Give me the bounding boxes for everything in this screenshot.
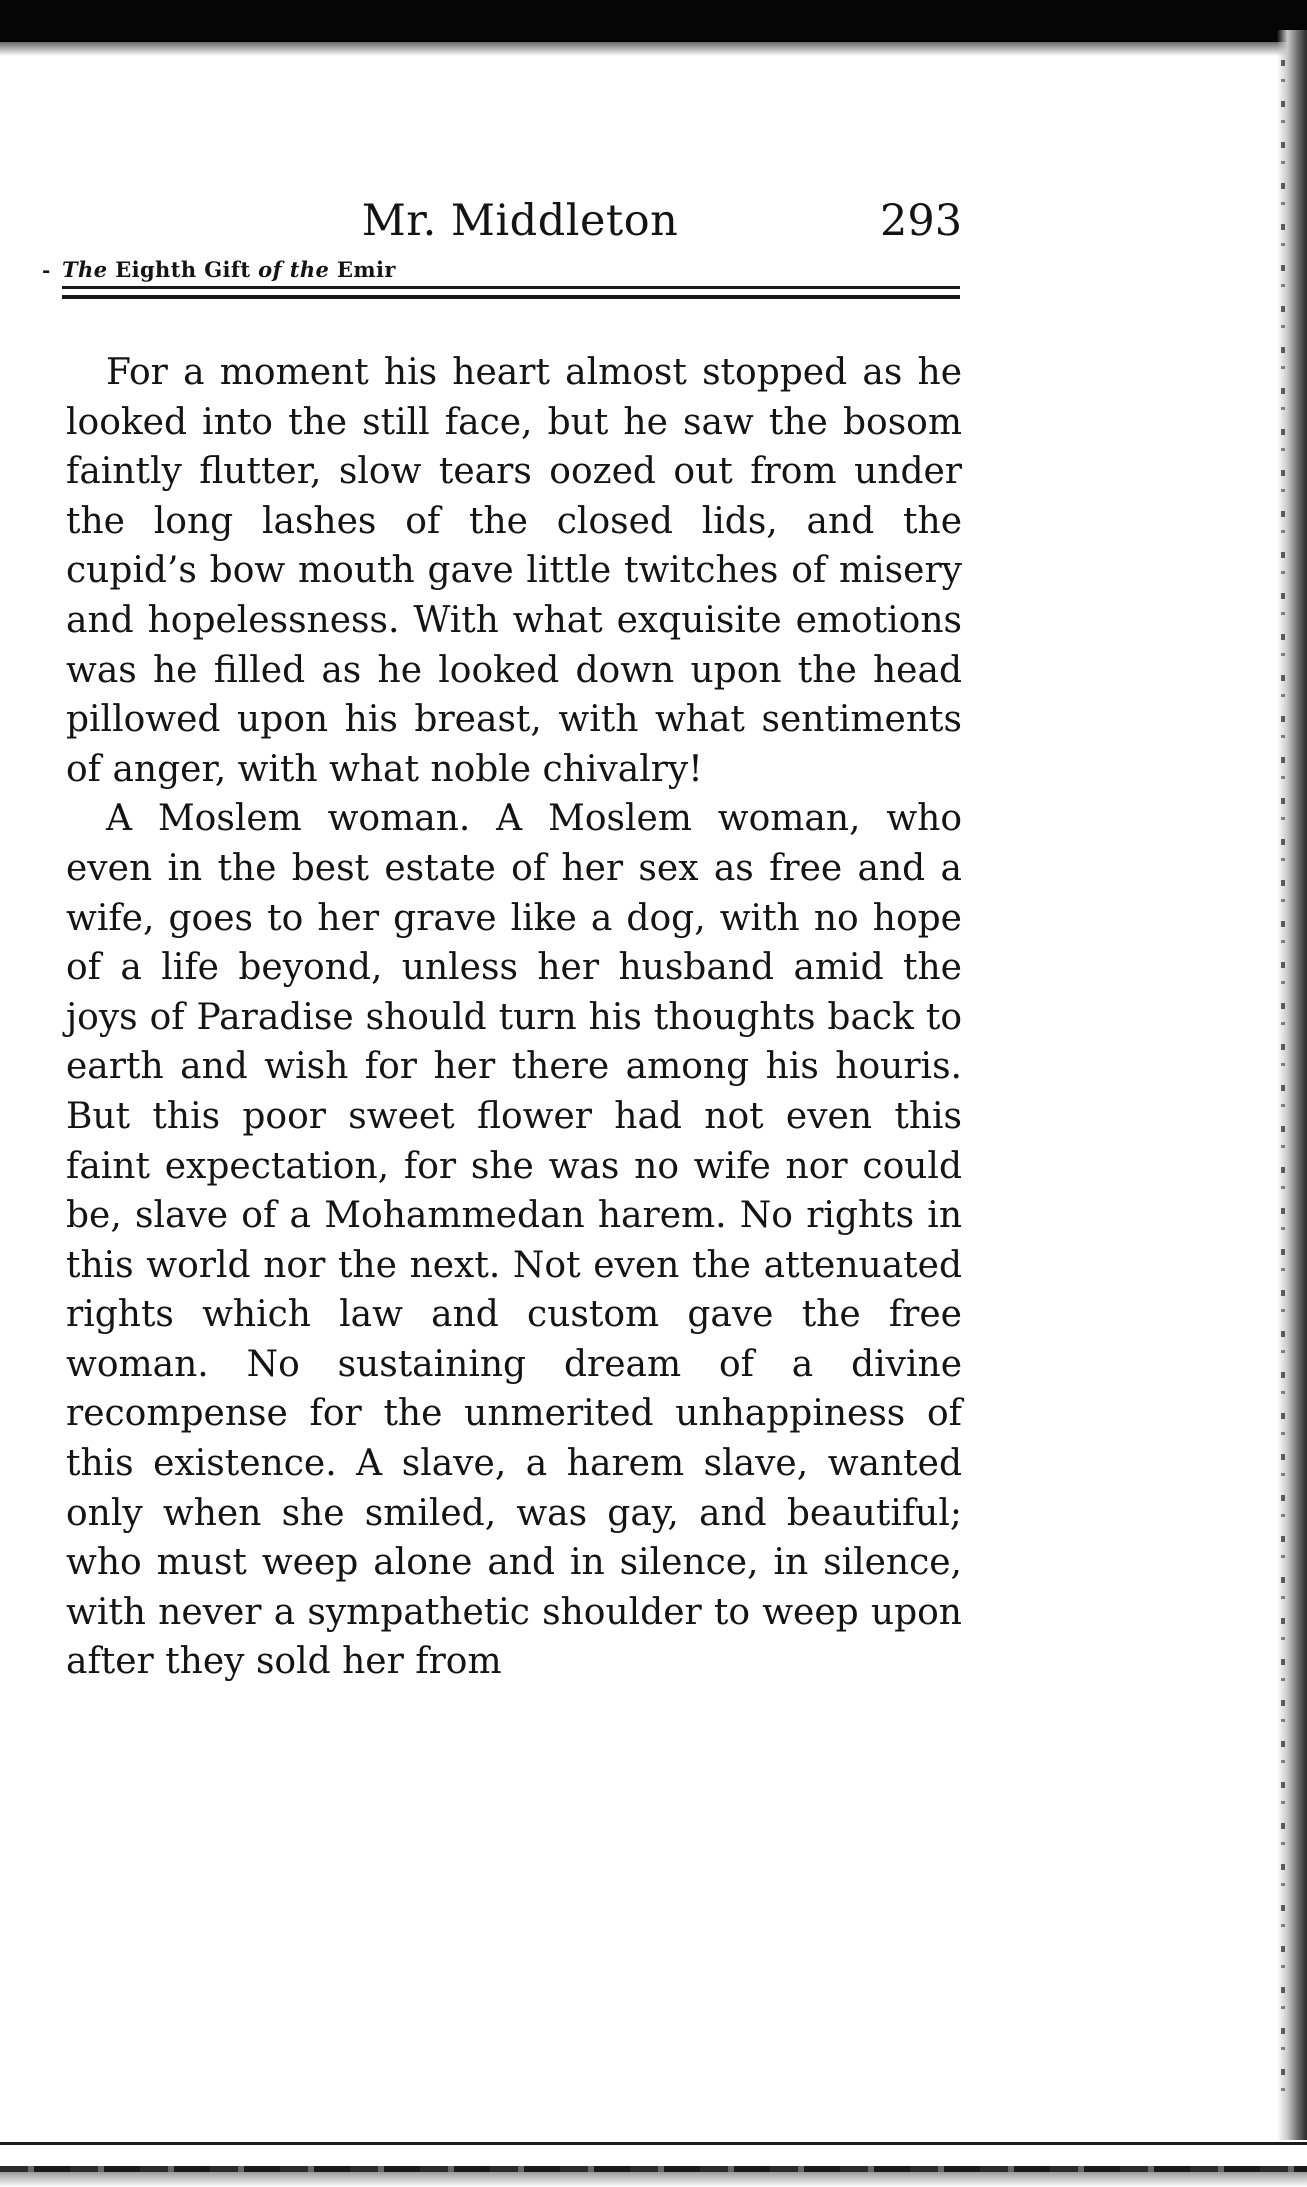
scan-bottom-rule <box>0 2142 1307 2145</box>
page-number: 293 <box>880 196 963 246</box>
section-title-word: of the <box>258 257 330 282</box>
paragraph: For a moment his heart almost stopped as he looked into the still face, but he saw the bosom faintly flutter, slow tears oozed out from under the long lashes of the closed lids, and the cupid’s bow mouth gave little twitches of misery and hopelessness. With what exquisite emotions was he filled as he looked down upon the head pillowed upon his breast, with what sentiments of anger, with what noble chivalry! <box>66 352 962 790</box>
running-head: Mr. Middleton <box>361 196 679 246</box>
section-title-word: Eighth Gift <box>115 257 251 282</box>
section-title-word: Emir <box>336 257 396 282</box>
scan-right-speckle <box>1281 60 1285 2110</box>
header-rule-thin <box>62 286 960 289</box>
header-rule-thick <box>62 295 960 299</box>
scan-top-shadow <box>0 42 1307 56</box>
scan-bottom-shadow <box>0 2172 1307 2187</box>
section-marker: - <box>42 258 51 282</box>
body-text <box>66 348 962 1687</box>
scan-top-edge <box>0 0 1307 42</box>
section-title-word: The <box>62 257 108 282</box>
section-title <box>62 257 396 282</box>
paragraph: A Moslem woman. A Moslem woman, who even in the best estate of her sex as free and a wife, goes to her grave like a dog, with no hope of a life beyond, unless her husband amid the joys of Paradise should turn his thoughts back to earth and wish for her there among his houris. But this poor sweet flower had not even this faint expectation, for she was no wife nor could be, slave of a Mohammedan harem. No rights in this world nor the next. Not even the attenuated rights which law and custom gave the free woman. No sustaining dream of a divine recompense for the unmerited unhappiness of this existence. A slave, a harem slave, wanted only when she smiled, was gay, and beautiful; who must weep alone and in silence, in silence, with never a sympathetic shoulder to weep upon after they sold her from <box>66 798 962 1683</box>
